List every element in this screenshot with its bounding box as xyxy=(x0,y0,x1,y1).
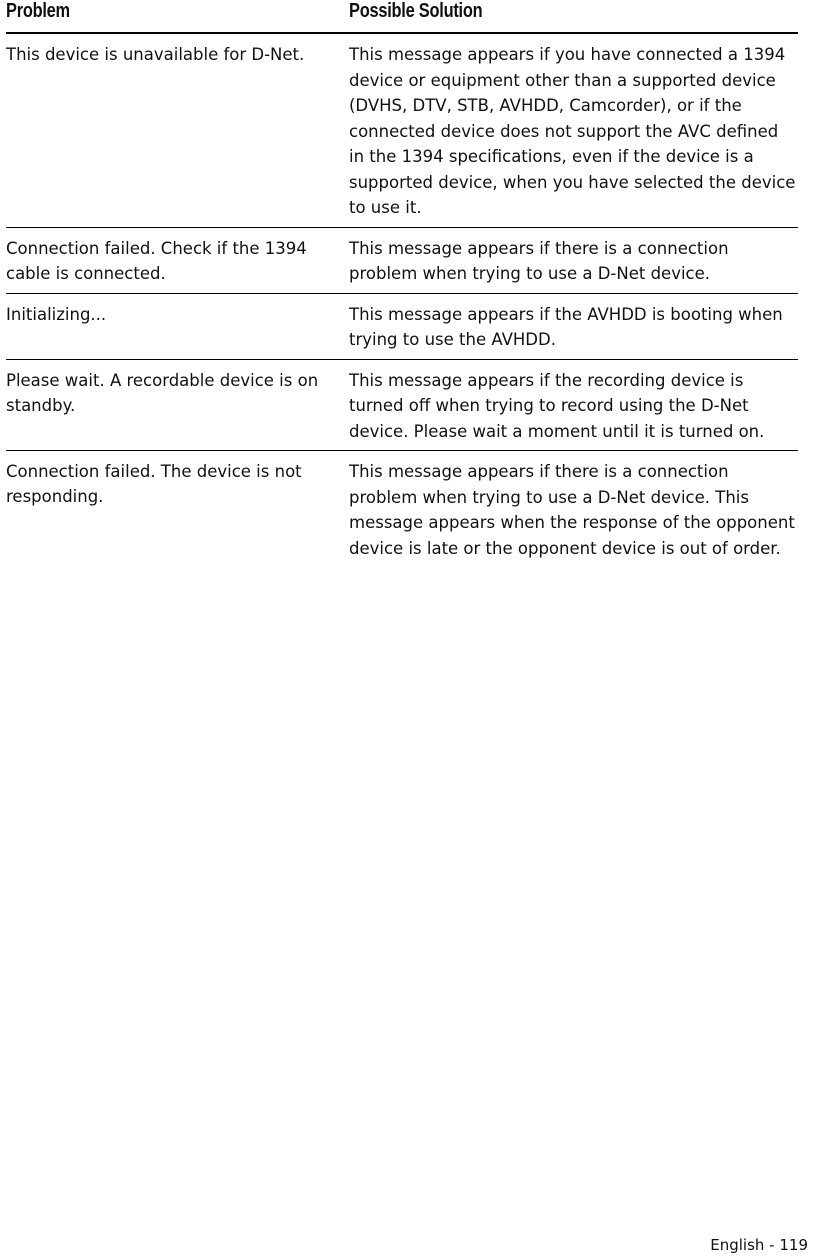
table-row xyxy=(6,451,798,567)
solution-cell: This message appears if the recording device is turned off when trying to record using the D-Net device. Please wait a moment until it is turned on. xyxy=(349,370,765,441)
solution-cell: This message appears if you have connected a 1394 device or equipment other than a supported device (DVHS, DTV, STB, AVHDD, Camcorder), or if the connected device does not support the AVC defined in the 1394 specifications, even if the device is a supported device, when you have selected the device to use it. xyxy=(349,45,796,217)
solution-cell: This message appears if there is a connection problem when trying to use a D-Net device. xyxy=(349,238,729,283)
problem-cell: Connection failed. The device is not responding. xyxy=(6,462,302,506)
table-row xyxy=(6,228,798,294)
solution-cell: This message appears if there is a connection problem when trying to use a D-Net device. This message appears when the response of the opponent device is late or the opponent device is out of order. xyxy=(349,462,795,558)
problem-column-header: Problem xyxy=(6,0,70,22)
problem-cell: Initializing... xyxy=(6,304,107,324)
problem-cell: This device is unavailable for D-Net. xyxy=(6,45,305,64)
table-row xyxy=(6,360,798,452)
table-header xyxy=(6,0,798,34)
solution-cell: This message appears if the AVHDD is booting when trying to use the AVHDD. xyxy=(349,304,783,349)
solution-column-header: Possible Solution xyxy=(349,0,483,22)
table-row xyxy=(6,294,798,360)
troubleshooting-table xyxy=(6,34,798,567)
page-number: English - 119 xyxy=(710,1236,808,1254)
problem-cell: Connection failed. Check if the 1394 cable is connected. xyxy=(6,238,307,283)
problem-cell: Please wait. A recordable device is on standby. xyxy=(6,370,319,415)
table-row xyxy=(6,34,798,228)
